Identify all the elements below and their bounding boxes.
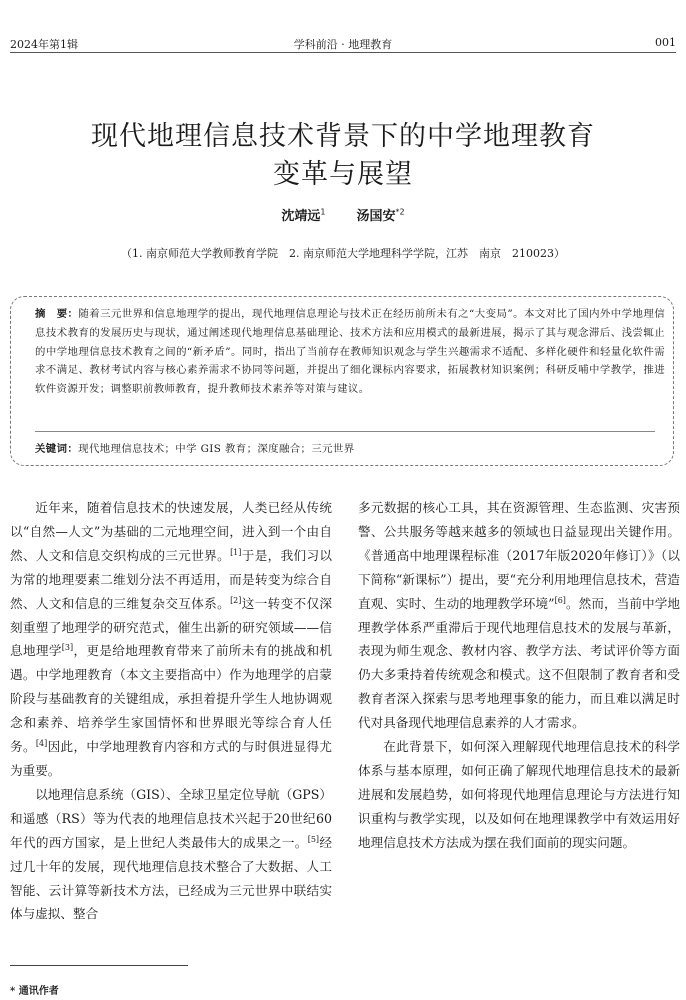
issue-label: 2024年第1辑: [10, 38, 78, 51]
keywords-text: 现代地理信息技术；中学 GIS 教育；深度融合；三元世界: [78, 443, 355, 455]
paragraph-text: 因此，中学地理教育内容和方式的与时俱进显得尤为重要。: [10, 739, 333, 778]
author-mark: 1: [320, 207, 326, 217]
author-name: 汤国安: [356, 209, 396, 224]
body-column-right: [358, 496, 680, 855]
paper-title: [20, 118, 666, 194]
paragraph-text: ，更是给地理教育带来了前所未有的挑战和机遇。中学地理教育（本文主要指高中）作为地理学的启蒙阶段与基础教育的关键组成，承担着提升学生人地协调观念和素养、培养学生家国情怀和世界眼光等综合育人任务。: [10, 643, 333, 755]
author-mark: *2: [395, 207, 405, 217]
abstract: [35, 305, 665, 399]
affiliation: （1. 南京师范大学教师教育学院 2. 南京师范大学地理科学学院，江苏 南京 210023）: [121, 247, 565, 260]
paragraph-text: 近年来，随着信息技术的快速发展，人类已经从传统以“自然—人文”为基础的二元地理空间，进入到一个由自然、人文和信息交织构成的三元世界。: [10, 500, 332, 563]
citation-ref: [3]: [61, 643, 74, 653]
page-number: 001: [655, 36, 676, 49]
body-column-left: [10, 496, 332, 926]
abstract-text: 随着三元世界和信息地理学的提出，现代地理信息理论与技术正在经历前所未有之“大变局”。本文对比了国内外中学地理信息技术教育的发展历史与现状，通过阐述现代地理信息基础理论、技术方法和应用模式的最新进展，揭示了其与观念滞后、浅尝辄止的中学地理信息技术教育之间的“新矛盾”。同时，指出了当前存在教师知识观念与学生兴趣需求不适配、多样化硬件和轻量化软件需求不满足、教材考试内容与核心素养需求不协同等问题，并提出了细化课标内容要求，拓展教材知识案例；科研反哺中学教学，推进软件资源开发；调整职前教师教育，提升教师技术素养等对策与建议。: [35, 308, 665, 396]
corresponding-author-note: * 通讯作者: [10, 986, 59, 997]
running-header: [10, 30, 676, 53]
paragraph-text: 在此背景下，如何深入理解现代地理信息技术的科学体系与基本原理，如何正确了解现代地理信息技术的最新进展和发展趋势，如何将现代地理信息理论与方法进行知识重构与教学实现，以及如何在地理课教学中有效运用好地理信息技术方法成为摆在我们面前的现实问题。: [358, 739, 680, 850]
footnote-divider: [10, 965, 188, 966]
citation-ref: [5]: [307, 834, 320, 844]
keywords-label: 关键词：: [35, 443, 79, 455]
paragraph-text: 多元数据的核心工具，其在资源管理、生态监测、灾害预警、公共服务等越来越多的领域也日益显现出关键作用。《普通高中地理课程标准（2017年版2020年修订）》（以下简称“新课标”）提出，要“充分利用地理信息技术，营造直观、实时、生动的地理教学环境”: [358, 500, 680, 611]
author-list: [0, 205, 686, 224]
citation-ref: [2]: [230, 595, 242, 605]
author-name: 沈靖远: [281, 209, 321, 224]
abstract-label: 摘 要：: [35, 308, 79, 320]
citation-ref: [6]: [554, 595, 566, 605]
body-paragraph: [10, 496, 332, 783]
title-line-2: 变革与展望: [273, 159, 413, 190]
paragraph-text: 以地理信息系统（GIS）、全球卫星定位导航（GPS）和遥感（RS）等为代表的地理信息技术兴起于20世纪60年代的西方国家，是上世纪人类最伟大的成果之一。: [10, 786, 332, 850]
paragraph-text: 。然而，当前中学地理教学体系严重滞后于现代地理信息技术的发展与革新，表现为师生观念、教材内容、教学方法、考试评价等方面仍大多秉持着传统观念和模式。这不但限制了教育者和受教育者深入探索与思考地理事象的能力，而且难以满足时代对具备现代地理信息素养的人才需求。: [358, 595, 680, 731]
paragraph-text: 这一转变不仅深刻重塑了地理学的研究范式，催生出新的研究领域——信息地理学: [10, 595, 333, 659]
title-line-1: 现代地理信息技术背景下的中学地理教育: [91, 121, 595, 152]
citation-ref: [1]: [230, 547, 242, 557]
abstract-box: [10, 296, 674, 466]
paragraph-text: 经过几十年的发展，现代地理信息技术整合了大数据、人工智能、云计算等新技术方法，已经成为三元世界中联结实体与虚拟、整合: [10, 834, 333, 922]
abstract-divider: [35, 431, 655, 432]
body-paragraph: [10, 783, 332, 926]
body-paragraph: [358, 496, 680, 735]
paragraph-text: 于是，我们习以为常的地理要素二维划分法不再适用，而是转变为综合自然、人文和信息的三维复杂交互体系。: [10, 547, 333, 611]
section-label: 学科前沿 · 地理教育: [293, 38, 393, 51]
citation-ref: [4]: [35, 738, 48, 748]
body-paragraph: [358, 735, 680, 855]
keywords: [35, 440, 354, 455]
